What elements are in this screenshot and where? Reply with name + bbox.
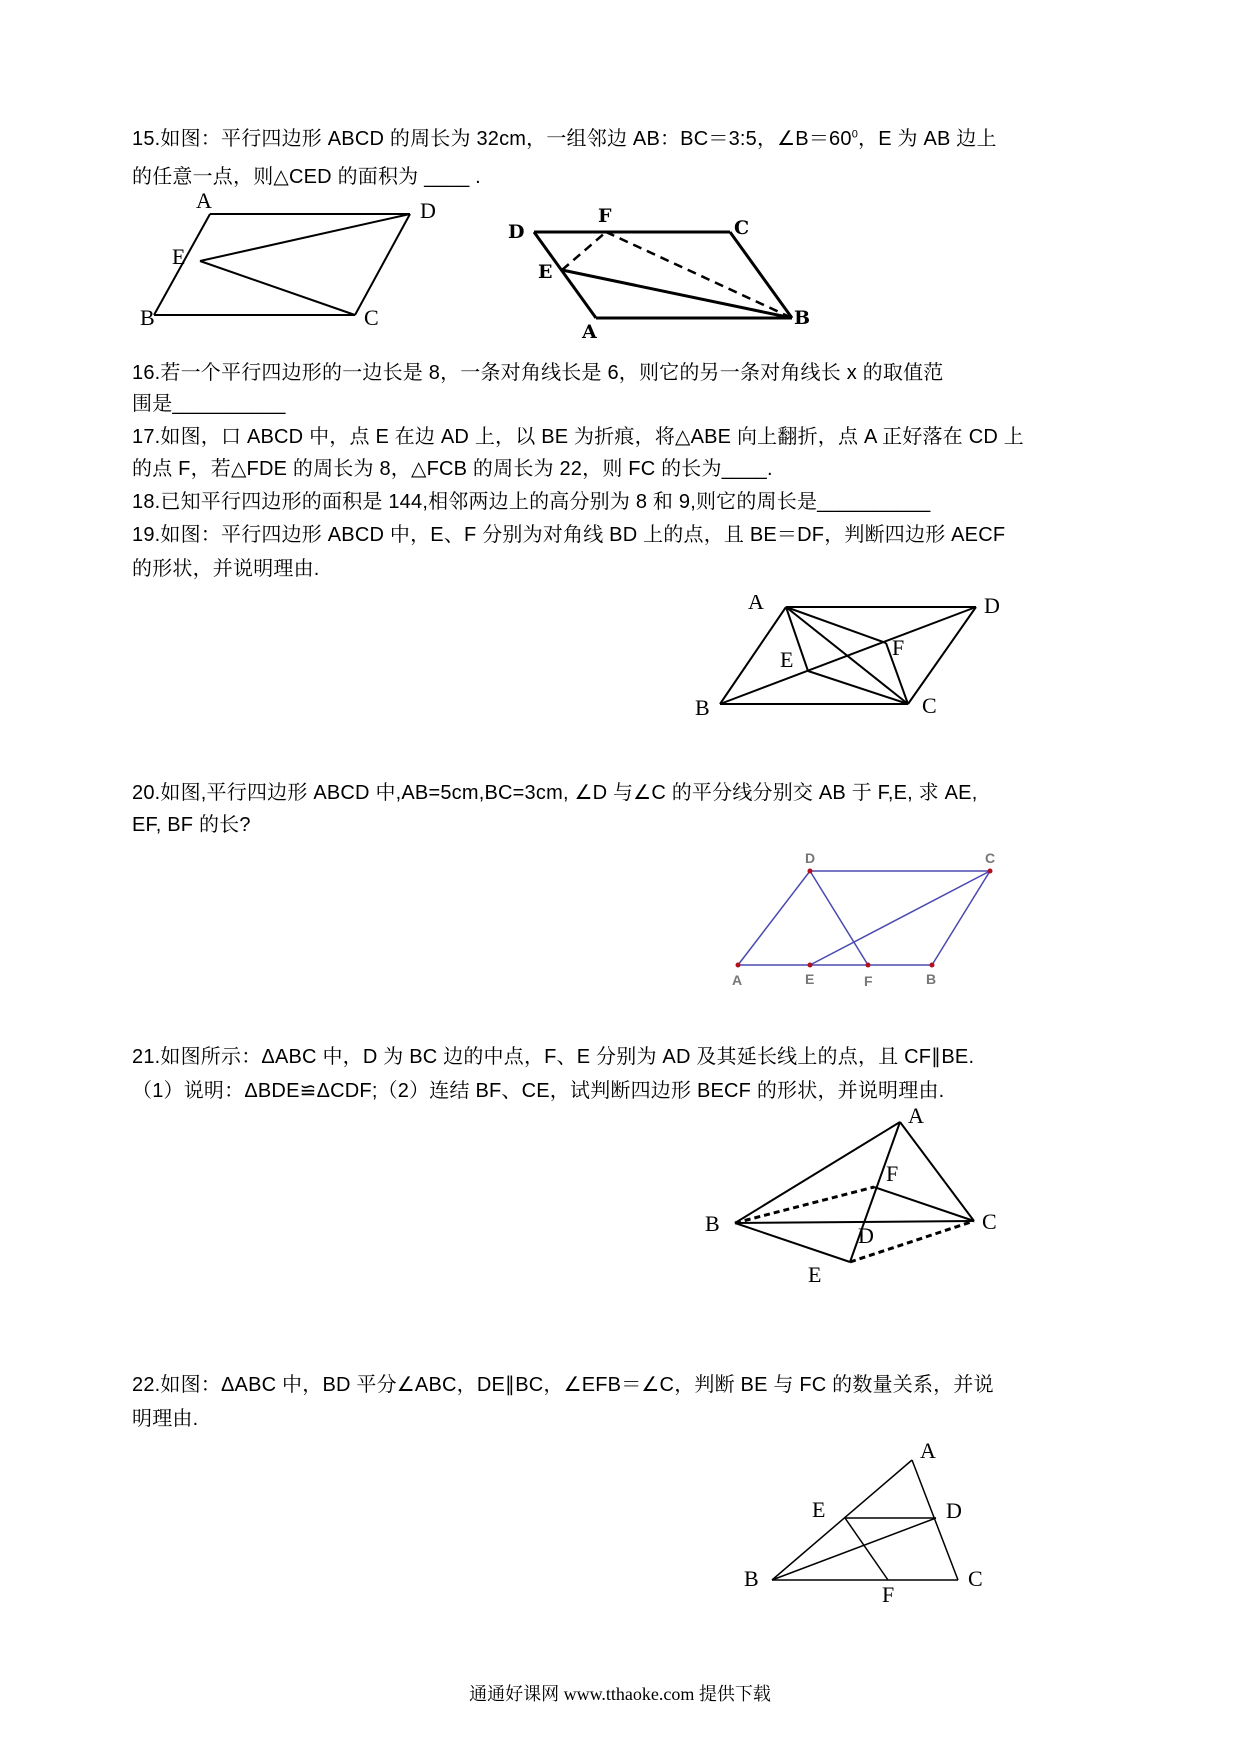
edge-BA: [772, 1460, 912, 1580]
label-E: E: [808, 1262, 822, 1287]
segment-EF: [845, 1518, 888, 1580]
label-A: A: [196, 190, 212, 213]
label-D: D: [420, 198, 436, 223]
label-D: D: [805, 850, 816, 866]
label-B: B: [695, 695, 710, 720]
edge-BC: [735, 1221, 974, 1223]
label-B: B: [926, 971, 937, 987]
q20-line2: EF, BF 的长?: [132, 814, 251, 836]
q17-line2: 的点 F，若△FDE 的周长为 8，△FCB 的周长为 22，则 FC 的长为____.: [132, 458, 773, 480]
bisector-DF: [810, 871, 868, 965]
q22-line1: 22.如图：ΔABC 中，BD 平分∠ABC，DE∥BC，∠EFB＝∠C，判断 BE 与 FC 的数量关系，并说: [132, 1374, 994, 1396]
label-F: F: [598, 205, 612, 227]
label-C: C: [982, 1209, 997, 1234]
segment-BE: [735, 1223, 850, 1262]
segment-ED: [200, 214, 410, 261]
edge-DC: [355, 214, 410, 315]
q18-line1: 18.已知平行四边形的面积是 144,相邻两边上的高分别为 8 和 9,则它的周长是__________: [132, 491, 931, 513]
label-B: B: [705, 1211, 720, 1236]
segment-EB: [562, 270, 792, 318]
q22-line2: 明理由.: [132, 1408, 199, 1430]
label-E: E: [805, 971, 815, 987]
q17-line1: 17.如图，口 ABCD 中，点 E 在边 AD 上，以 BE 为折痕，将△ABE 向上翻折，点 A 正好落在 CD 上: [132, 426, 1024, 448]
label-E: E: [780, 647, 794, 672]
label-F: F: [882, 1582, 895, 1607]
q15-figure-right: [500, 200, 820, 340]
label-F: F: [886, 1161, 899, 1186]
label-B: B: [794, 307, 811, 329]
label-D: D: [858, 1223, 874, 1248]
label-A: A: [908, 1105, 924, 1128]
edge-AD: [738, 871, 810, 965]
edge-DC: [908, 607, 976, 704]
q21-line2: （1）说明：ΔBDE≌ΔCDF;（2）连结 BF、CE，试判断四边形 BECF 的形状，并说明理由.: [132, 1080, 945, 1102]
label-B: B: [140, 305, 155, 330]
dashed-EF: [562, 232, 606, 270]
edge-BA: [720, 607, 786, 704]
label-A: A: [582, 321, 597, 340]
label-E: E: [538, 261, 553, 283]
q19-line1: 19.如图：平行四边形 ABCD 中，E、F 分别为对角线 BD 上的点，且 BE＝DF，判断四边形 AECF: [132, 524, 1006, 546]
label-D: D: [946, 1498, 962, 1523]
segment-EC: [200, 261, 355, 315]
q20-figure: [720, 845, 1010, 995]
label-B: B: [744, 1566, 759, 1591]
degree-superscript: 0: [851, 128, 859, 141]
q15-line2: 的任意一点，则△CED 的面积为 ____ .: [132, 166, 481, 188]
label-C: C: [985, 850, 996, 866]
segment-FC: [874, 1187, 974, 1221]
bisector-CE: [810, 871, 990, 965]
label-E: E: [172, 244, 186, 269]
label-F: F: [864, 973, 873, 989]
dashed-BF: [735, 1187, 874, 1223]
q21-figure: [700, 1105, 1010, 1290]
label-C: C: [364, 305, 379, 330]
label-A: A: [748, 595, 764, 614]
q15-line1: 15.如图：平行四边形 ABCD 的周长为 32cm，一组邻边 AB：BC＝3:5，$\angle B=60^0$，E 为 AB 边上: [132, 128, 997, 150]
label-D: D: [508, 221, 525, 243]
segment-AF: [786, 607, 886, 643]
label-C: C: [922, 693, 937, 718]
q21-line1: 21.如图所示：ΔABC 中，D 为 BC 边的中点，F、E 分别为 AD 及其延长线上的点，且 CF∥BE.: [132, 1046, 975, 1068]
edge-CB: [730, 232, 792, 318]
q19-figure: [690, 595, 1010, 725]
q20-line1: 20.如图,平行四边形 ABCD 中,AB=5cm,BC=3cm, ∠D 与∠C 的平分线分别交 AB 于 F,E, 求 AE,: [132, 782, 978, 804]
edge-CB: [932, 871, 990, 965]
edge-AC: [900, 1122, 974, 1221]
q16-line2: 围是__________: [132, 393, 286, 415]
segment-BD: [772, 1518, 936, 1580]
label-C: C: [968, 1566, 983, 1591]
q15-figure-left: [140, 190, 470, 335]
q19-line2: 的形状，并说明理由.: [132, 558, 320, 580]
label-A: A: [920, 1440, 936, 1463]
q16-line1: 16.若一个平行四边形的一边长是 8，一条对角线长是 6，则它的另一条对角线长 x 的取值范: [132, 362, 944, 384]
label-F: F: [892, 635, 905, 660]
label-C: C: [734, 217, 750, 239]
label-D: D: [984, 595, 1000, 618]
segment-EC: [808, 671, 908, 704]
edge-BA: [735, 1122, 900, 1223]
dashed-FB: [606, 232, 792, 318]
label-E: E: [812, 1497, 826, 1522]
q22-figure: [740, 1440, 1020, 1610]
label-A: A: [732, 972, 743, 988]
footer-text: 通通好课网 www.tthaoke.com 提供下载: [469, 1684, 771, 1704]
